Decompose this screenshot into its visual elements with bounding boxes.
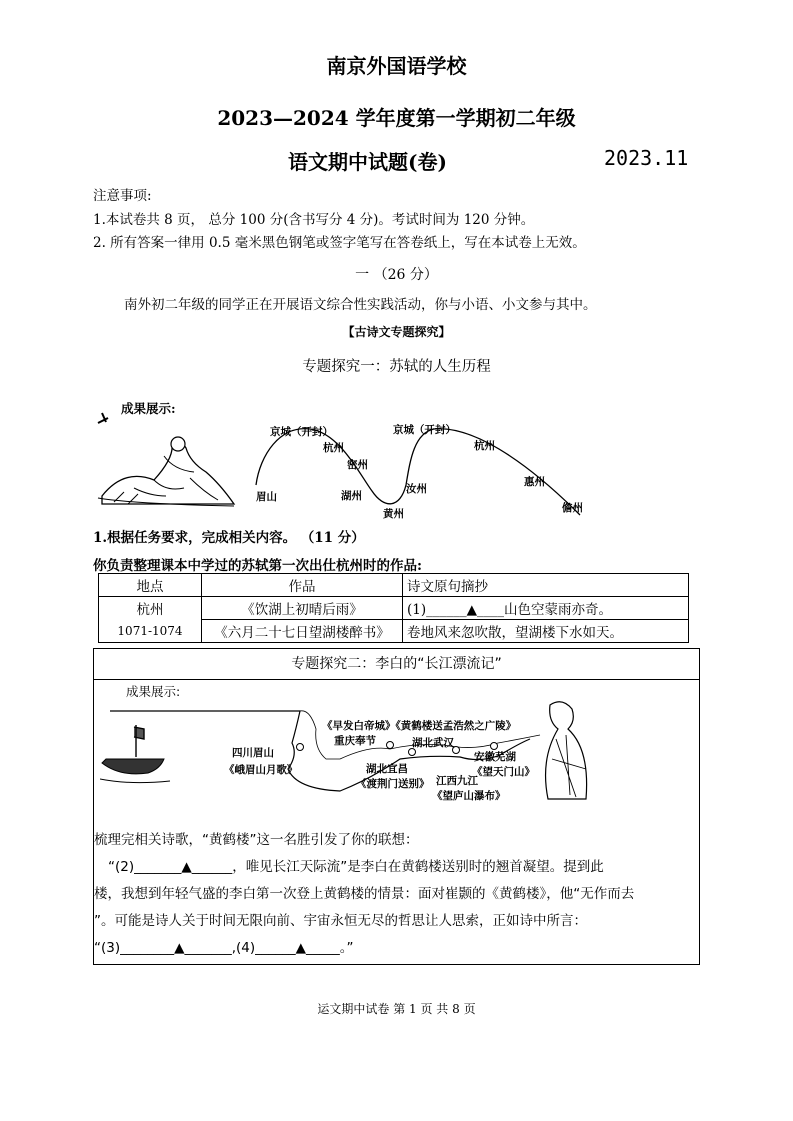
cell-work-2: 《六月二十七日望湖楼醉书》 (202, 620, 403, 643)
section-intro: 南外初二年级的同学正在开展语文综合性实践活动，你与小语、小文参与其中。 (124, 297, 597, 313)
topic2-line-1: “(2)_______▲______，唯见长江天际流”是李白在黄鹤楼送别时的翘首凝望。提到此 (108, 859, 604, 875)
topic2-line-3: ”。可能是诗人关于时间无限向前、宇宙永恒无尽的哲思让人思索，正如诗中所言： (94, 913, 587, 929)
works-table (98, 573, 689, 643)
place-huangzhou: 黄州 (383, 508, 404, 520)
topic2-line-2: 楼，我想到年轻气盛的李白第一次登上黄鹤楼的情景：面对崔颢的《黄鹤楼》，他“无作而去 (94, 886, 635, 902)
label-wuhan: 湖北武汉 (412, 737, 454, 749)
place-mizhou: 密州 (347, 459, 368, 471)
label-wuhu: 安徽芜湖 (474, 751, 516, 763)
cell-work-1: 《饮湖上初晴后雨》 (202, 597, 403, 620)
notice-item-1: 1.本试卷共 8 页， 总分 100 分(含书写分 4 分)。考试时间为 120 分钟。 (93, 212, 535, 228)
place-danzhou: 儋州 (562, 502, 583, 514)
label-jingmen-poem: 《渡荆门送别》 (356, 778, 430, 790)
question-1: 1.根据任务要求，完成相关内容。 （11 分） (93, 530, 365, 546)
place-huzhou: 湖州 (341, 490, 362, 502)
label-emei-poem: 《峨眉山月歌》 (224, 764, 298, 776)
exam-title: 语文期中试题(卷) (288, 150, 447, 174)
page-footer: 运文期中试卷 第 1 页 共 8 页 (317, 1002, 476, 1016)
label-chongqing: 重庆奉节 (334, 735, 376, 747)
table-row (99, 597, 689, 620)
table-header-row (99, 574, 689, 597)
exam-date: 2023.11 (604, 146, 689, 170)
cell-place: 杭州 (99, 597, 202, 620)
notice-title: 注意事项: (93, 188, 152, 204)
question-1-task: 你负责整理课本中学过的苏轼第一次出仕杭州时的作品: (93, 558, 422, 574)
header-excerpt: 诗文原句摘抄 (403, 574, 689, 597)
notice-item-2: 2. 所有答案一律用 0.5 毫米黑色钢笔或签字笔写在答卷纸上，写在本试卷上无效。 (93, 235, 586, 251)
cell-excerpt-1: (1)______▲____山色空蒙雨亦奇。 (403, 597, 689, 620)
section-title: 一 （26 分） (355, 267, 438, 283)
achievement-label-1: 成果展示: (121, 401, 176, 416)
school-name: 南京外国语学校 (326, 54, 467, 78)
su-shi-portrait-illustration (94, 408, 254, 518)
yangtze-map (100, 699, 695, 809)
topic2-line-4: “(3)________▲_______,(4)______▲_____。” (94, 940, 354, 956)
cell-excerpt-2: 卷地风来忽吹散，望湖楼下水如天。 (403, 620, 689, 643)
label-tianmen-poem: 《望天门山》 (472, 766, 535, 778)
sub1-title: 专题探究一：苏轼的人生历程 (302, 359, 491, 375)
place-jingcheng-2: 京城（开封） (393, 424, 456, 436)
topic2-intro: 梳理完相关诗歌，“黄鹤楼”这一名胜引发了你的联想： (94, 832, 419, 848)
place-meishan: 眉山 (256, 491, 277, 503)
topic-label: 【古诗文专题探究】 (342, 325, 451, 339)
label-jiujiang: 江西九江 (436, 775, 478, 787)
table-row (99, 620, 689, 643)
place-jingcheng-1: 京城（开封） (270, 426, 333, 438)
place-ruzhou: 汝州 (406, 483, 427, 495)
topic2-title: 专题探究二：李白的“长江漂流记” (94, 649, 699, 680)
label-poems-top: 《早发白帝城》《黄鹤楼送孟浩然之广陵》 (322, 720, 517, 732)
topic2-box (93, 648, 700, 965)
label-lushan-poem: 《望庐山瀑布》 (432, 790, 506, 802)
term-title: 2023—2024 学年度第一学期初二年级 (217, 106, 576, 130)
achievement-label-2: 成果展示: (126, 684, 181, 699)
place-hangzhou-1: 杭州 (323, 442, 344, 454)
header-work: 作品 (202, 574, 403, 597)
cell-years: 1071-1074 (99, 620, 202, 643)
place-huizhou: 惠州 (524, 476, 545, 488)
label-yichang: 湖北宜昌 (366, 763, 408, 775)
place-hangzhou-2: 杭州 (474, 440, 495, 452)
label-sichuan: 四川眉山 (232, 747, 274, 759)
header-place: 地点 (99, 574, 202, 597)
